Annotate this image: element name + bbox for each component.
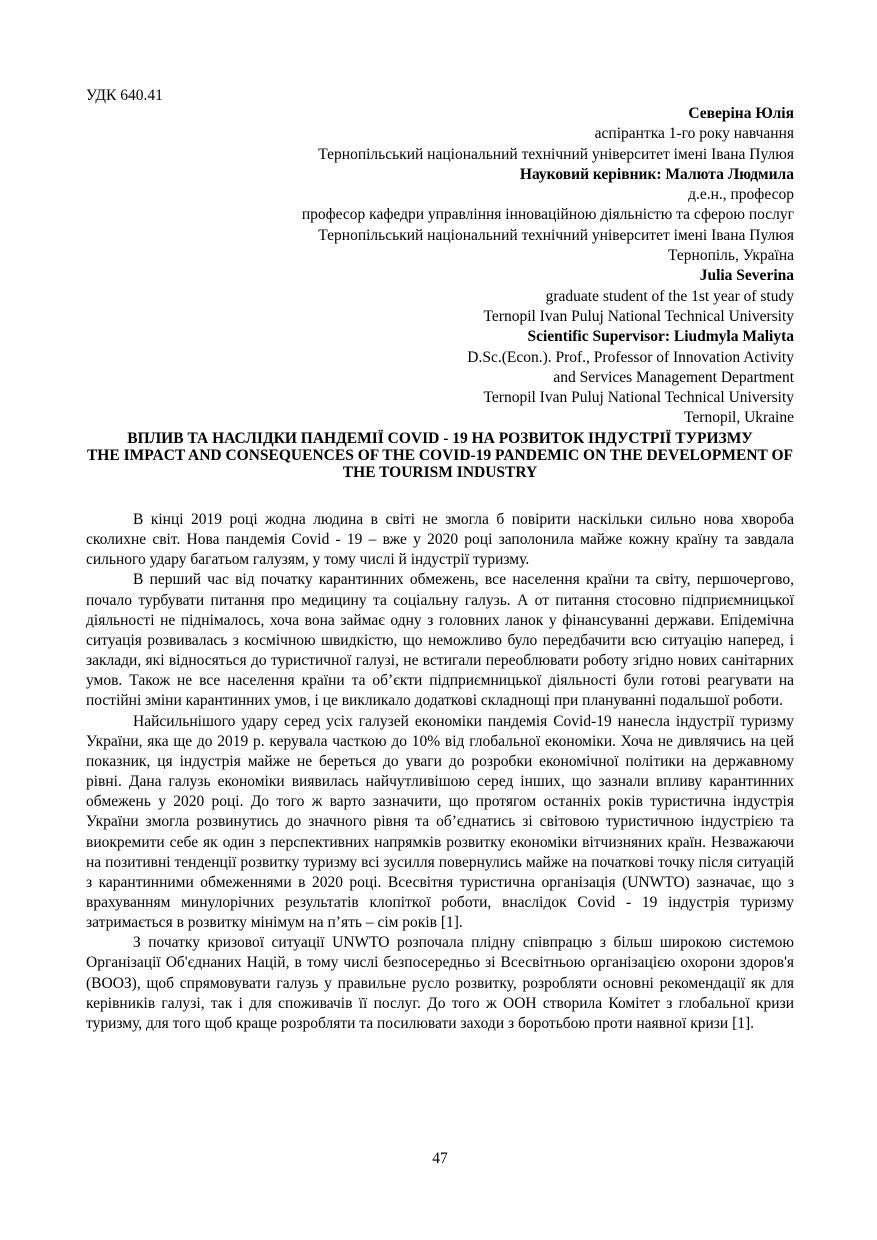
title-ua: ВПЛИВ ТА НАСЛІДКИ ПАНДЕМІЇ COVID - 19 НА РОЗВИТОК ІНДУСТРІЇ ТУРИЗМУ xyxy=(127,430,753,447)
paragraph: Найсильнішого удару серед усіх галузей економіки пандемія Covid-19 нанесла індустрії туризму України, яка ще до 2019 р. керувала часткою до 10% від глобальної економіки. Хоча не дивлячись на цей показник, ця індустрія майже не береться до уваги до розробки економічної політики на державному рівні. Дана галузь економіки виявилась найчутливішою серед інших, що зазнали впливу карантинних обмежень у 2020 році. До того ж варто зазначити, що протягом останніх років туристична індустрія України змогла розвинутись до значного рівня та об’єднатись зі світовою туристичною індустрією та виокремити себе як один з перспективних напрямків розвитку економіки вітчизняних країн. Незважаючи на позитивні тенденції розвитку туризму всі зусилля повернулись майже на початкові точку після ситуацій з карантинними обмеженнями в 2020 році. Всесвітня туристична організація (UNWTO) зазначає, що з врахуванням минулорічних результатів клопіткої роботи, внаслідок Covid - 19 індустрія туризму затримається в розвитку мінімум на п’ять – сім років [1]. xyxy=(86,712,794,932)
supervisor-position-ua: професор кафедри управління інноваційною діяльністю та сферою послуг xyxy=(301,206,794,224)
author-block xyxy=(86,104,794,429)
paper-titles xyxy=(86,430,794,481)
udk-code: УДК 640.41 xyxy=(86,87,163,104)
paragraph: В кінці 2019 році жодна людина в світі не змогла б повірити наскільки сильно нова хвороба сколихне світ. Нова пандемія Covid - 19 – вже у 2020 році заполонила майже кожну країну та завдала сильного удару багатьом галузям, у тому числі й індустрії туризму. xyxy=(86,511,794,569)
supervisor-department-en: and Services Management Department xyxy=(553,368,794,386)
author-university-en: Ternopil Ivan Puluj National Technical University xyxy=(483,307,794,325)
city-ua: Тернопіль, Україна xyxy=(668,247,794,265)
author-name-en: Julia Severina xyxy=(699,267,794,285)
city-en: Ternopil, Ukraine xyxy=(684,409,794,427)
supervisor-degree-en: D.Sc.(Econ.). Prof., Professor of Innovation Activity xyxy=(467,348,794,366)
supervisor-ua: Науковий керівник: Малюта Людмила xyxy=(519,165,794,183)
supervisor-en: Scientific Supervisor: Liudmyla Maliyta xyxy=(527,328,794,346)
paragraph: В перший час від початку карантинних обмежень, все населення країни та світу, першочергово, почало турбувати питання про медицину та соціальну галузь. А от питання стосовно підприємницької діяльності не піднімалось, хоча вона займає одну з головних ланок у фінансуванні держави. Епідемічна ситуація розвивалась з космічною швидкістю, що неможливо було передбачити всю ситуацію наперед, і заклади, які відносяться до туристичної галузі, не встигали переоблювати роботу згідно нових санітарних умов. Також не все населення країни та об’єкти підприємницької діяльності були готові реагувати на постійні зміни карантинних умов, і це викликало додаткові складнощі при плануванні подальшої роботи. xyxy=(86,571,794,710)
author-position-ua: аспірантка 1-го року навчання xyxy=(594,125,794,143)
title-en: THE IMPACT AND CONSEQUENCES OF THE COVID-19 PANDEMIC ON THE DEVELOPMENT OF THE TOURISM INDUSTRY xyxy=(86,447,794,481)
page-number: 47 xyxy=(432,1150,448,1167)
paper-body xyxy=(86,510,794,1034)
author-name-ua: Северіна Юлія xyxy=(688,105,794,122)
supervisor-university-ua: Тернопільський національний технічний університет імені Івана Пулюя xyxy=(318,226,794,244)
author-university-ua: Тернопільський національний технічний університет імені Івана Пулюя xyxy=(318,145,794,163)
supervisor-university-en: Ternopil Ivan Puluj National Technical University xyxy=(483,389,794,407)
paragraph: З початку кризової ситуації UNWTO розпочала плідну співпрацю з більш широкою системою Організації Об'єднаних Націй, в тому числі безпосередньо зі Всесвітньою організацією охорони здоров'я (ВООЗ), щоб спрямовувати галузь у правильне русло розвитку, розробляти основні рекомендації як для керівників галузі, так і для споживачів її послуг. До того ж ООН створила Комітет з глобальної кризи туризму, для того щоб краще розробляти та посилювати заходи з боротьбою проти наявної кризи [1]. xyxy=(86,934,794,1032)
author-position-en: graduate student of the 1st year of study xyxy=(545,287,794,305)
supervisor-degree-ua: д.е.н., професор xyxy=(688,186,794,204)
